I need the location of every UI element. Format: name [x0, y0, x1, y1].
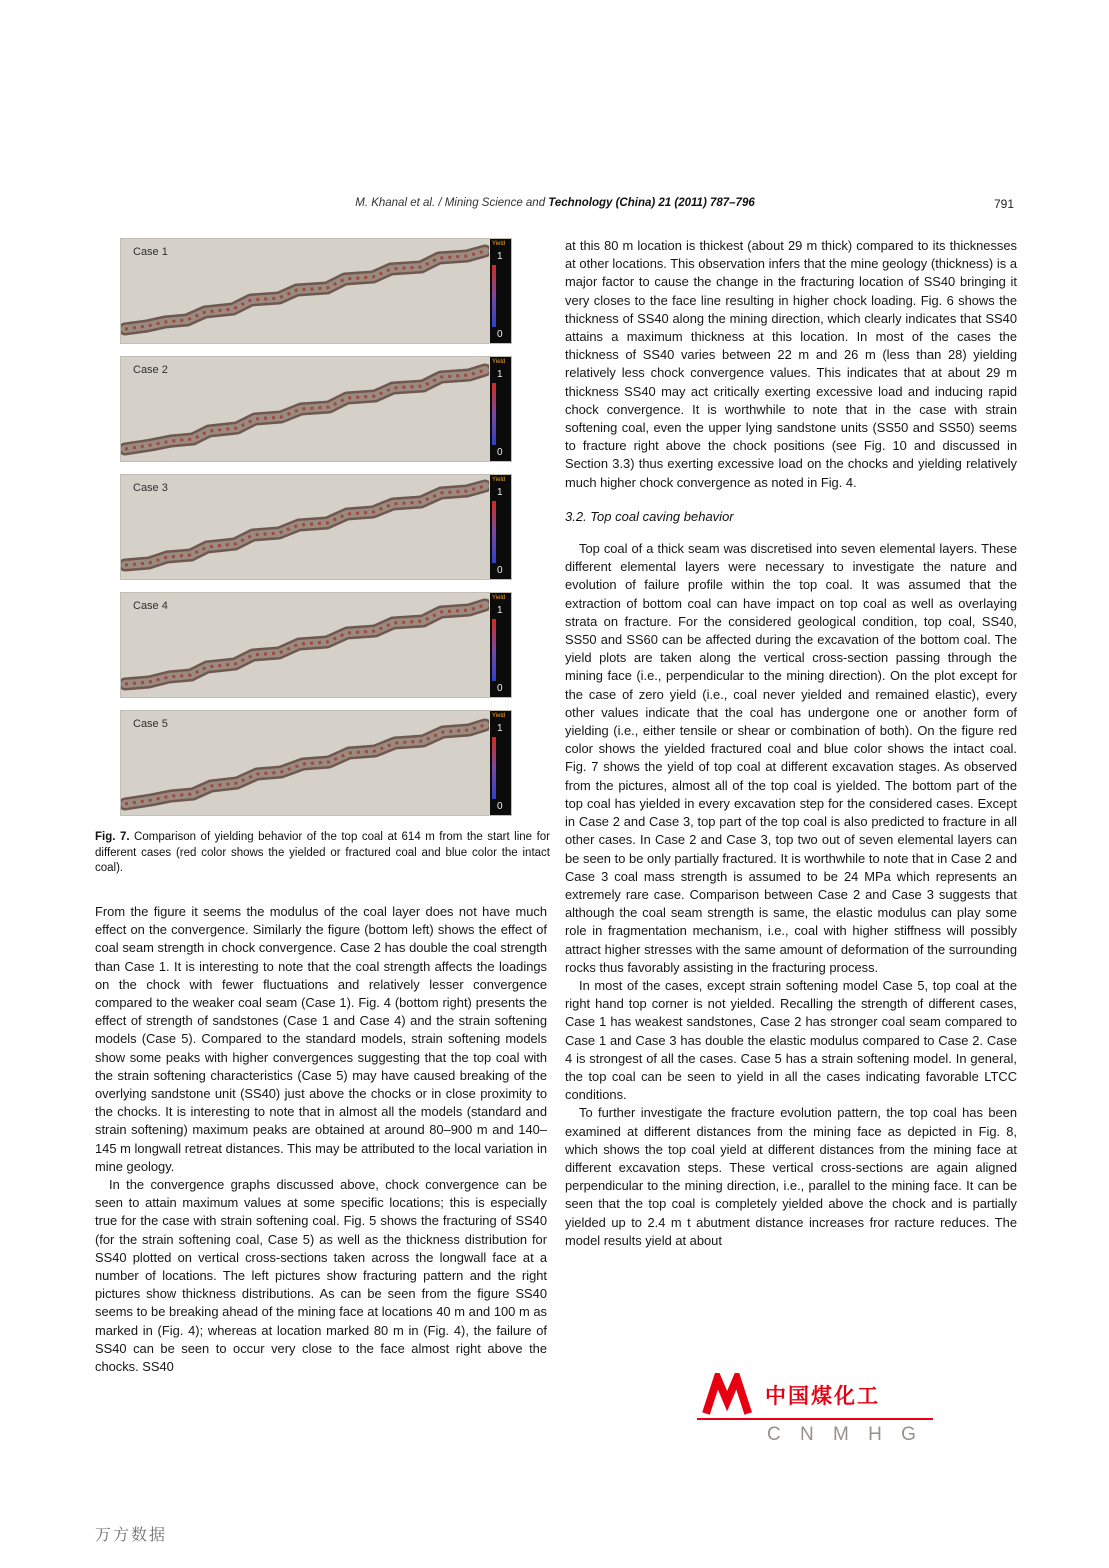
right-paragraph-2: Top coal of a thick seam was discretised into seven elemental layers. These different elemental layers were necessary to investigate the nature and evolution of failure profile within the top coal. It was assumed that the extraction of bottom coal can have impact on top coal as well as overlaying strata on fracture. For the considered geological condition, top coal, SS40, SS50 and SS60 can be affected during the excavation of the bottom coal. The yield plots are taken along the vertical cross-section passing through the mining face (i.e., perpendicular to the mining direction). On the plot except for the case of zero yield (i.e., coal never yielded and remained elastic), every other values indicate that the coal has undergone one or another form of yielding (i.e., either tensile or shear or combination of both). On the figure red color shows the yielded fractured coal and blue color shows the intact coal. Fig. 7 shows the yield of top coal at different excavation stages. As observed from the pictures, almost all of the top coal is yielded. The bottom part of the top coal has yielded in every excavation step for the considered cases. Except in Case 2 and Case 3, top part of the top coal is also predicted to fracture in all other cases. In Case 2 and Case 3, top two out of seven elemental layers can be seen to be only partially fractured. It is worthwhile to note that in Case 2 and Case 3 coal mass strength is assumed to be 24 MPa which represents an extremely rare case. Comparison between Case 2 and Case 3 suggests that although the coal seam strength is same, the elastic modulus can play some role in fragmentation mechanism, i.e., coal with higher stiffness will possibly attract higher stresses with the same amount of deformation of the surrounding rocks thus favorably assisting in the fracturing process.: [565, 541, 1017, 975]
colorbar-gradient: [492, 265, 496, 327]
yield-colorbar: [490, 357, 511, 461]
figure-panel-case-4: [120, 592, 512, 698]
watermark-chinese-text: 中国煤化工: [765, 1385, 880, 1408]
colorbar-title: Yield: [492, 713, 506, 719]
coal-seam-band: [121, 711, 489, 815]
colorbar-min: 0: [497, 801, 503, 812]
colorbar-max: 1: [497, 487, 503, 498]
colorbar-max: 1: [497, 723, 503, 734]
figure-7: [120, 238, 512, 828]
panel-case-label: Case 2: [133, 364, 168, 376]
colorbar-title: Yield: [492, 241, 506, 247]
wanfang-watermark: 万方数据: [95, 1527, 168, 1544]
figure-panel-case-1: [120, 238, 512, 344]
figure-panel-case-2: [120, 356, 512, 462]
figure-7-caption: [95, 830, 550, 877]
journal-header-regular: M. Khanal et al. / Mining Science and: [355, 197, 549, 209]
journal-header-bold: Technology (China) 21 (2011) 787–796: [548, 197, 755, 209]
cnmhg-watermark: [697, 1372, 933, 1456]
colorbar-gradient: [492, 619, 496, 681]
colorbar-min: 0: [497, 683, 503, 694]
figure-caption-label: Fig. 7.: [95, 831, 130, 843]
colorbar-min: 0: [497, 565, 503, 576]
colorbar-gradient: [492, 501, 496, 563]
figure-caption-text: Comparison of yielding behavior of the top coal at 614 m from the start line for different cases (red color shows the yielded or fractured coal and blue color the intact coal).: [95, 831, 551, 874]
watermark-top-row: [697, 1372, 933, 1420]
colorbar-gradient: [492, 383, 496, 445]
coal-seam-band: [121, 239, 489, 343]
yield-colorbar: [490, 711, 511, 815]
left-column: [95, 903, 547, 1376]
figure-panel-case-3: [120, 474, 512, 580]
left-paragraph-2: In the convergence graphs discussed above, chock convergence can be seen to attain maximum values at some specific locations; this is especially true for the case with strain softening coal. Fig. 5 shows the fracturing of SS40 (for the strain softening coal, Case 5) as well as the thickness distribution for SS40 plotted on vertical cross-sections taken across the longwall face at a number of locations. The left pictures show fracturing pattern and the right pictures show thickness distributions. As can be seen from the figure SS40 seems to be breaking ahead of the mining face at locations 40 m and 100 m as marked in (Fig. 4); whereas at location marked 80 m in (Fig. 4), the failure of SS40 can be seen to occur very close to the face almost right above the chocks. SS40: [95, 1177, 547, 1375]
colorbar-min: 0: [497, 329, 503, 340]
panel-case-label: Case 3: [133, 482, 168, 494]
colorbar-title: Yield: [492, 595, 506, 601]
page-number: 791: [993, 197, 1014, 211]
cnmhg-logo-icon: [697, 1373, 759, 1417]
coal-seam-band: [121, 357, 489, 461]
right-paragraph-4: To further investigate the fracture evolution pattern, the top coal has been examined at different distances from the mining face as depicted in Fig. 8, which shows the top coal yield at different distances from the mining face at different excavation steps. These vertical cross-sections are again aligned perpendicular to the mining direction, i.e., parallel to the mining face. It can be seen that the top coal is completely yielded above the chock and is partially yielded up to 2.4 m t abutment distance increases fror racture reduces. The model results yield at about: [565, 1105, 1017, 1248]
yield-colorbar: [490, 239, 511, 343]
coal-seam-band: [121, 475, 489, 579]
figure-panel-case-5: [120, 710, 512, 816]
panel-case-label: Case 1: [133, 246, 168, 258]
colorbar-min: 0: [497, 447, 503, 458]
watermark-latin-text: C N M H G: [767, 1424, 923, 1445]
colorbar-title: Yield: [492, 359, 506, 365]
panel-case-label: Case 4: [133, 600, 168, 612]
colorbar-max: 1: [497, 369, 503, 380]
yield-colorbar: [490, 593, 511, 697]
coal-seam-band: [121, 593, 489, 697]
yield-colorbar: [490, 475, 511, 579]
panel-case-label: Case 5: [133, 718, 168, 730]
right-column: [565, 237, 1017, 1250]
left-paragraph-1: From the figure it seems the modulus of the coal layer does not have much effect on the convergence. Similarly the figure (bottom left) shows the effect of coal seam strength in chock convergence. Case 2 has double the coal strength than Case 1. It is interesting to note that the coal strength affects the loadings on the chock with fewer fluctuations and relatively lesser convergence compared to the weaker coal seam (Case 1). Fig. 4 (bottom right) presents the effect of strength of sandstones (Case 1 and Case 4) and the strain softening models (Case 5). Compared to the standard models, strain softening models show some peaks with higher convergences suggesting that the top coal with the strain softening characteristics (Case 5) may have caused breaking of the overlying sandstone unit (SS40) just above the chocks or in close proximity to the chocks. It is interesting to note that in almost all the models (standard and strain softening) maximum peaks are obtained at around 80–900 m and 140–145 m longwall retreat distances. This may be attributed to the local variation in mine geology.: [95, 904, 547, 1174]
right-paragraph-3: In most of the cases, except strain softening model Case 5, top coal at the right hand top corner is not yielded. Recalling the strength of different cases, Case 1 has weakest sandstones, Case 2 has stronger coal seam compared to Case 1 and Case 3 has double the elastic modulus compared to Case 2. Case 4 is strongest of all the cases. Case 5 has a strain softening model. In general, the top coal can be seen to yield in all the cases indicating favorable LTCC conditions.: [565, 977, 1017, 1103]
section-heading-3-2: 3.2. Top coal caving behavior: [565, 508, 734, 524]
colorbar-title: Yield: [492, 477, 506, 483]
right-paragraph-1: at this 80 m location is thickest (about 29 m thick) compared to its thicknesses at other locations. This observation infers that the mine geology (thickness) is a major factor to cause the change in the fracturing location of SS40 bringing it very closes to the face line resulting in higher chock loading. Fig. 6 shows the thickness of SS40 along the mining direction, which clearly indicates that SS40 attains a maximum thickness at this location. In most of the cases the thickness of SS40 varies between 22 m and 26 m (less than 28) yielding relatively less chock convergence values. This indicates that at about 29 m thickness SS40 may act critically exerting excessive load and inducing rapid chock convergence. It is worthwhile to note that in the case with strain softening coal, even the upper lying sandstone units (SS50 and SS50) seems to fracture right above the chock positions (see Fig. 10 and discussed in Section 3.3) thus exerting excessive load on the chocks and yielding relatively much higher chock convergence as noted in Fig. 4.: [565, 238, 1017, 490]
journal-header: [95, 197, 1015, 209]
colorbar-gradient: [492, 737, 496, 799]
colorbar-max: 1: [497, 605, 503, 616]
colorbar-max: 1: [497, 251, 503, 262]
